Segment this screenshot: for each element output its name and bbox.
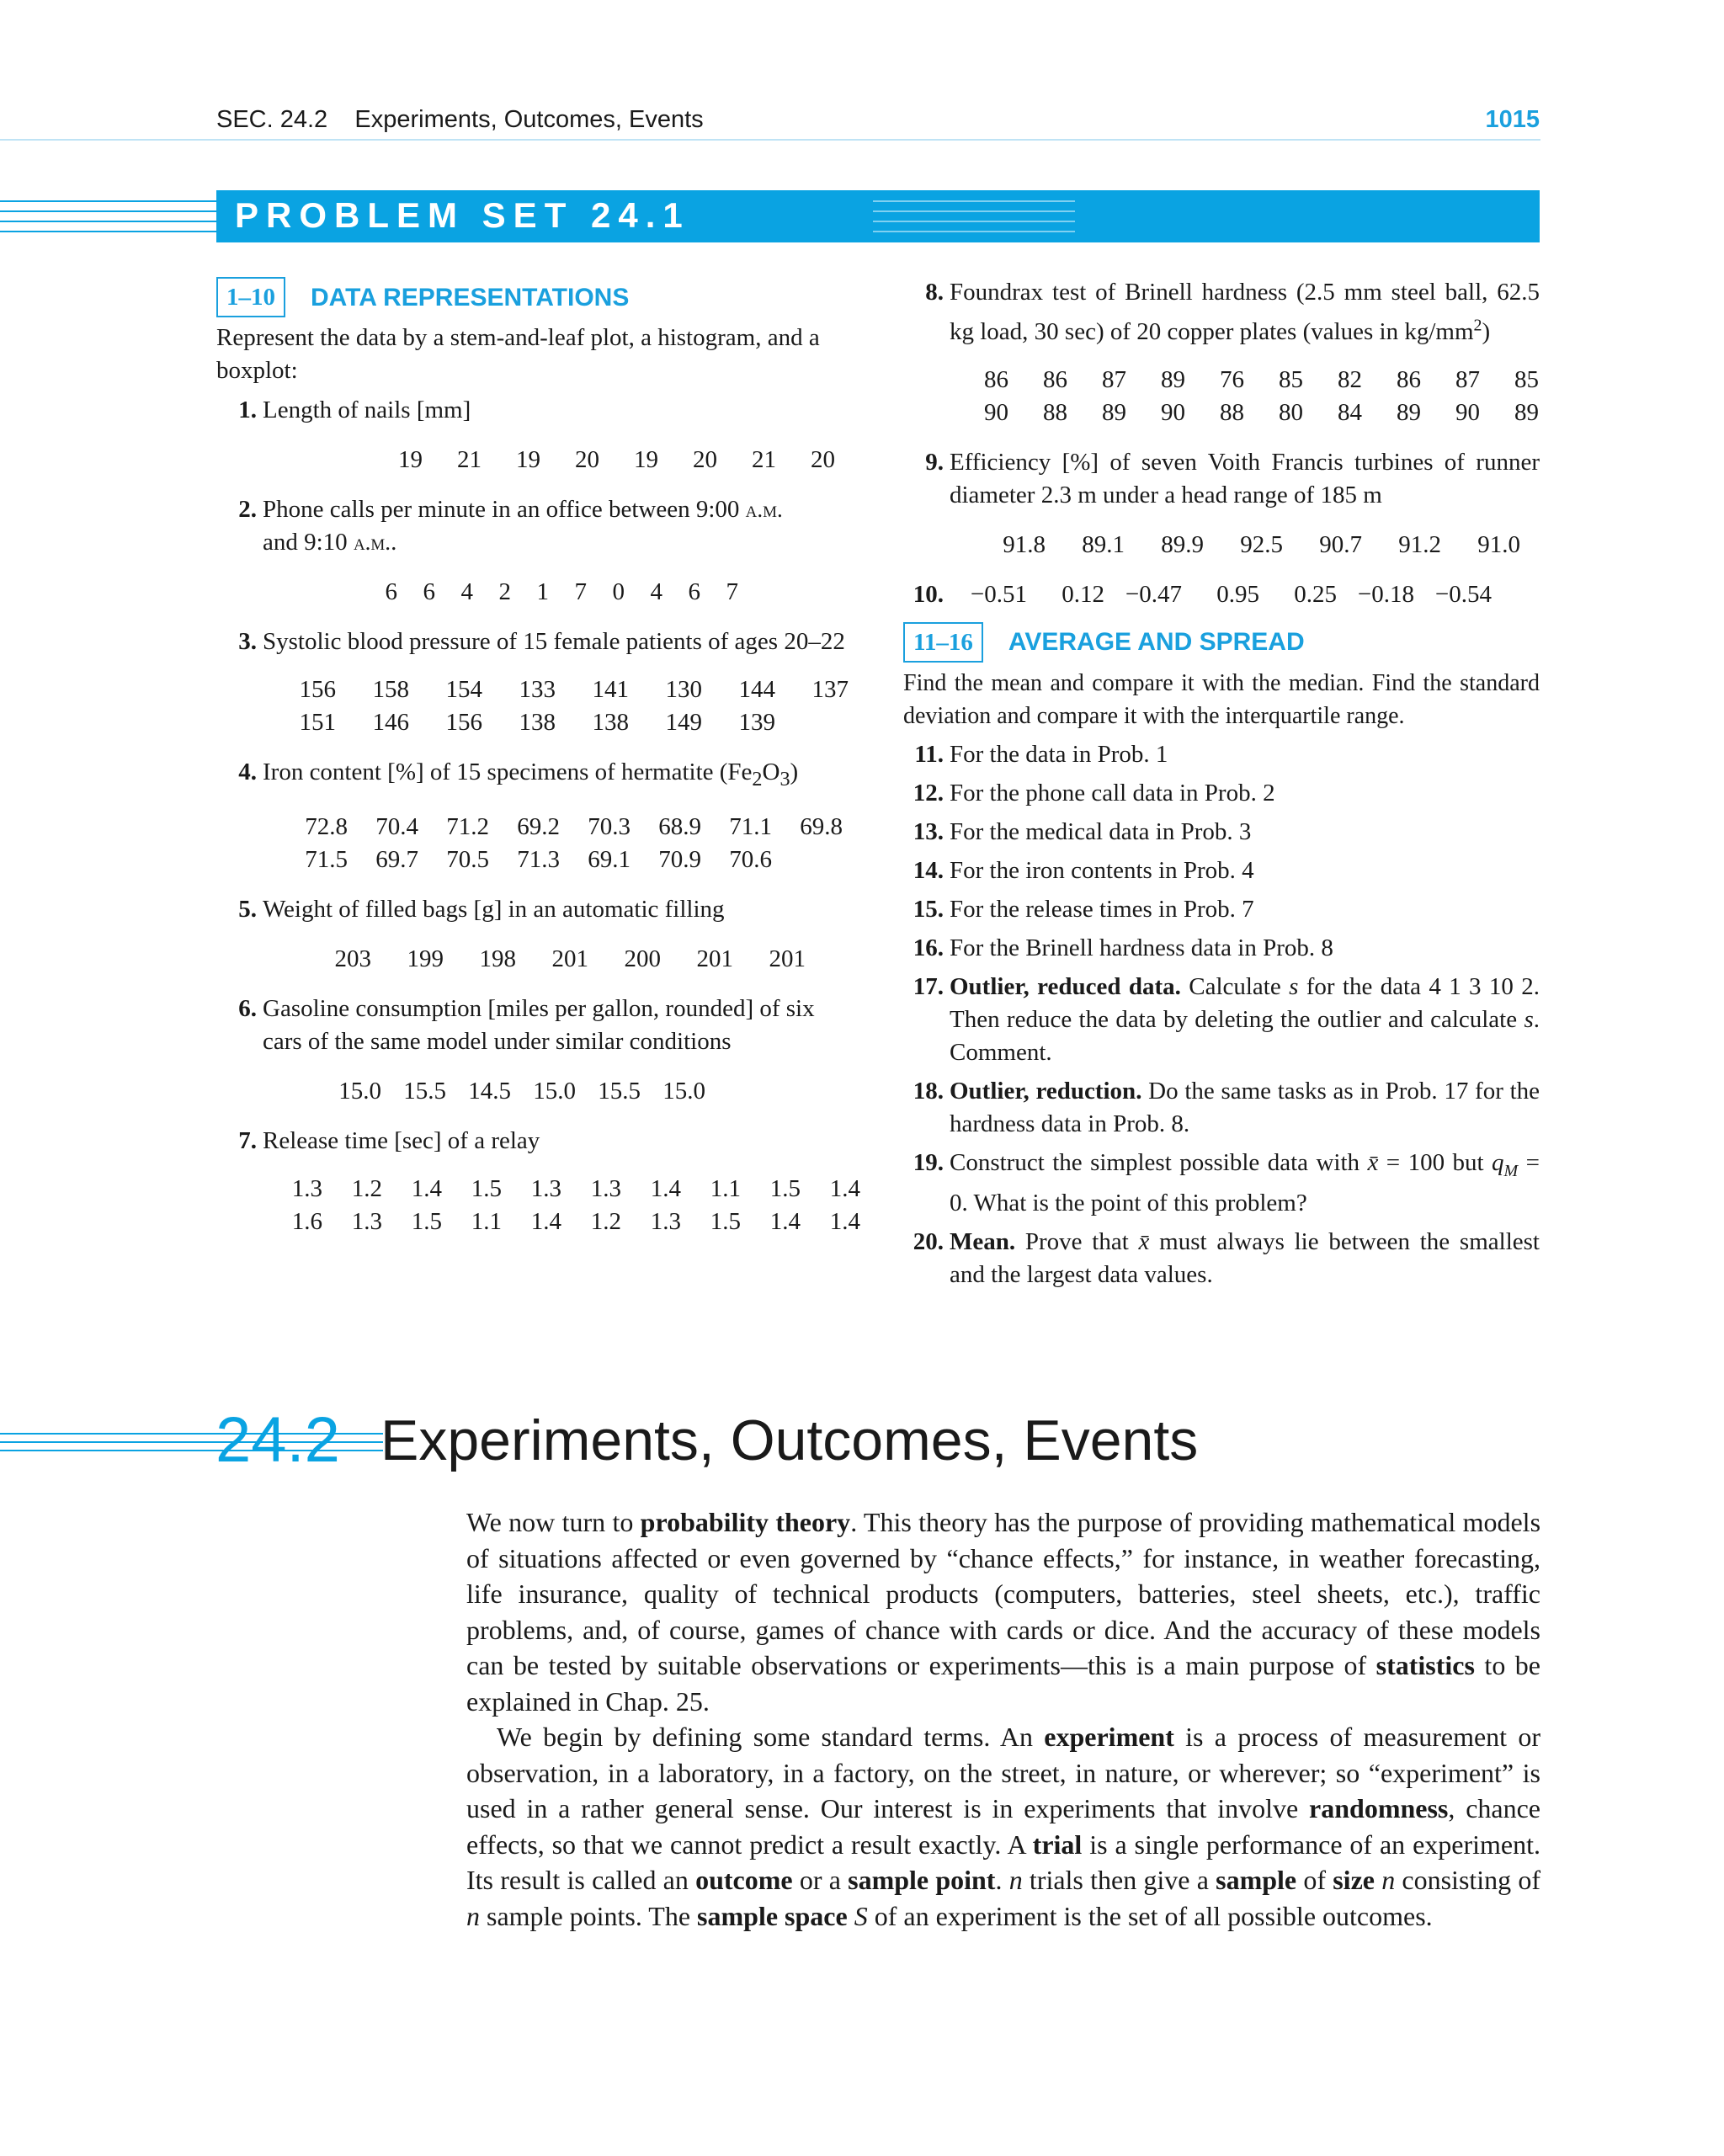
data-value: 6 [385, 578, 397, 605]
data-value: 70.5 [446, 845, 489, 873]
problem-text: Phone calls per minute in an office between 9:00 a.m. and 9:10 a.m.. [263, 496, 783, 556]
data-value: 1.5 [411, 1207, 442, 1235]
data-value: 1.3 [351, 1207, 382, 1235]
data-value: 69.8 [800, 812, 843, 840]
data-value: 15.5 [598, 1077, 641, 1105]
data-value: 130 [665, 676, 702, 703]
range-box: 11–16 [903, 622, 983, 663]
data-value: 91.2 [1398, 530, 1441, 558]
data-value: 86 [1397, 365, 1421, 393]
data-value: 137 [811, 676, 849, 703]
problem-18: 18. Outlier, reduction. Do the same tasks as in Prob. 17 for the hardness data in Prob. 8. [913, 1077, 1540, 1137]
problem-1 [216, 394, 850, 476]
data-value: 1.2 [590, 1207, 621, 1235]
problem-6 [216, 993, 850, 1108]
section-title: Experiments, Outcomes, Events [380, 1408, 1199, 1472]
data-value: 87 [1455, 365, 1480, 393]
data-value: 86 [984, 365, 1008, 393]
data-value: 198 [479, 945, 516, 972]
data-value: 1.4 [829, 1174, 860, 1202]
decor-line [0, 210, 216, 212]
group-heading-1 [216, 276, 850, 318]
data-value: 141 [592, 676, 629, 703]
data-value: 72.8 [305, 812, 348, 840]
problem-20: 20. Mean. Prove that x̄ must always lie between the smallest and the largest data values. [913, 1228, 1540, 1289]
paragraph-2: We begin by defining some standard terms. An experiment is a process of measurement or observation, in a laboratory, in a factory, on the street, in nature, or wherever; so “experiment” is used in a rather general sense. Our interest is in experiments that involve randomness, chance effects, so that we cannot predict a result exactly. A trial is a single performance of an experiment. Its result is called an outcome or a sample point. n trials then give a sample of size n consisting of n sample points. The sample space S of an experiment is the set of all possible outcomes. [466, 1722, 1541, 1931]
problem-4 [216, 756, 850, 876]
data-value: 0.95 [1216, 580, 1259, 608]
data-value: 90 [1455, 398, 1480, 426]
data-value: 69.2 [517, 812, 560, 840]
problem-19: 19. Construct the simplest possible data with x̄ = 100 but $q_M = 0$. What is the point of this problem? [913, 1148, 1540, 1217]
group-title: AVERAGE AND SPREAD [1008, 628, 1305, 657]
problem-12: 12. For the phone call data in Prob. 2 [913, 779, 1275, 807]
data-value: 20 [811, 446, 835, 473]
data-value: 1.4 [650, 1174, 681, 1202]
data-value: 201 [551, 945, 588, 972]
problem-number: 4. [238, 759, 257, 785]
problem-text: Efficiency [%] of seven Voith Francis turbines of runner diameter 2.3 m under a head range of 185 m [950, 448, 1540, 508]
data-value: 151 [299, 709, 336, 736]
data-value: 1.3 [590, 1174, 621, 1202]
problem-number: 1. [238, 397, 257, 423]
data-value: 1.3 [530, 1174, 561, 1202]
problem-number: 10. [913, 580, 944, 608]
data-table [950, 364, 1540, 429]
data-value: 199 [407, 945, 444, 972]
problem-number: 7. [238, 1126, 257, 1154]
problem-9 [903, 446, 1540, 562]
data-value: 15.0 [662, 1077, 705, 1105]
problem-14: 14. For the iron contents in Prob. 4 [913, 856, 1254, 884]
data-value: 80 [1279, 398, 1303, 426]
data-value: 71.2 [446, 812, 489, 840]
data-value: 87 [1102, 365, 1126, 393]
problem-text: Length of nails [mm] [263, 397, 471, 423]
data-value: 1.4 [530, 1207, 561, 1235]
data-value: 90.7 [1319, 530, 1362, 558]
data-value: 0 [612, 578, 625, 605]
data-value: 6 [688, 578, 700, 605]
data-value: 71.3 [517, 845, 560, 873]
data-value: 154 [445, 676, 482, 703]
problem-number: 9. [925, 448, 944, 476]
data-value: 201 [769, 945, 806, 972]
data-value: 21 [752, 446, 776, 473]
problem-text: Iron content [%] of 15 specimens of hermatite $(Fe_2O_3)$ [263, 759, 799, 791]
problem-number: 5. [238, 895, 257, 923]
data-value: 1.4 [769, 1207, 801, 1235]
data-value: 85 [1514, 365, 1539, 393]
data-value: 203 [334, 945, 371, 972]
data-value: 6 [423, 578, 435, 605]
data-row [950, 529, 1540, 562]
data-value: 15.0 [533, 1077, 576, 1105]
data-value: 70.6 [729, 845, 772, 873]
data-value: 0.25 [1294, 580, 1337, 608]
data-value: 138 [519, 709, 556, 736]
data-value: 1.5 [471, 1174, 502, 1202]
problem-2 [216, 493, 850, 609]
data-value: 1 [536, 578, 549, 605]
problem-text: Gasoline consumption [miles per gallon, rounded] of six cars of the same model under similar conditions [263, 994, 815, 1055]
running-head-section: SEC. 24.2 Experiments, Outcomes, Events [216, 106, 704, 133]
data-value: 89 [1397, 398, 1421, 426]
data-value: 21 [457, 446, 482, 473]
data-value: 90 [984, 398, 1008, 426]
data-value: 20 [575, 446, 599, 473]
group-heading-2 [903, 621, 1540, 663]
data-value: 90 [1161, 398, 1185, 426]
data-value: 144 [738, 676, 775, 703]
data-value: 88 [1220, 398, 1244, 426]
running-head [216, 106, 1540, 140]
data-value: 70.9 [658, 845, 701, 873]
data-value: −0.54 [1434, 580, 1492, 608]
problem-set-label: PROBLEM SET 24.1 [235, 195, 690, 235]
data-value: 200 [624, 945, 661, 972]
data-value: 69.1 [588, 845, 631, 873]
problem-text: Release time [sec] of a relay [263, 1126, 540, 1154]
data-table [263, 673, 850, 739]
data-value: 1.5 [710, 1207, 741, 1235]
data-value: 4 [650, 578, 662, 605]
data-value: 19 [398, 446, 423, 473]
problem-number: 3. [238, 628, 257, 655]
data-value: 89 [1161, 365, 1185, 393]
data-value: 91.0 [1477, 530, 1520, 558]
data-value: 0.12 [1062, 580, 1104, 608]
problem-text: Weight of filled bags [g] in an automatic filling [263, 895, 725, 923]
data-value: 89 [1102, 398, 1126, 426]
data-value: −0.47 [1125, 580, 1182, 608]
data-value: 89.1 [1082, 530, 1125, 558]
data-value: 70.4 [375, 812, 418, 840]
problem-5 [216, 893, 850, 976]
problem-11: 11. For the data in Prob. 1 [914, 740, 1168, 768]
data-value: 86 [1043, 365, 1067, 393]
data-value: 1.3 [650, 1207, 681, 1235]
problem-number: 6. [238, 994, 257, 1022]
group-intro: Represent the data by a stem-and-leaf plot, a histogram, and a boxplot: [216, 324, 820, 384]
data-row [263, 444, 850, 476]
data-value: 84 [1338, 398, 1362, 426]
problem-number: 8. [925, 279, 944, 306]
data-value: 19 [634, 446, 658, 473]
problem-3 [216, 626, 850, 739]
data-value: 85 [1279, 365, 1303, 393]
problem-17: 17. Outlier, reduced data. Calculate s for the data 4 1 3 10 2. Then reduce the data by deleting the outlier and calculate s. Comment. [913, 972, 1540, 1066]
problem-text: Foundrax test of Brinell hardness (2.5 mm steel ball, 62.5 kg load, 30 sec) of 20 copper plates (values in $kg/mm^2$) [950, 279, 1540, 345]
data-value: 146 [372, 709, 409, 736]
data-value [772, 844, 843, 876]
data-value: 69.7 [375, 845, 418, 873]
data-value: 88 [1043, 398, 1067, 426]
data-value: 19 [516, 446, 540, 473]
data-table [277, 811, 850, 876]
data-value: 91.8 [1003, 530, 1046, 558]
data-value: 15.0 [338, 1077, 381, 1105]
data-value: 71.5 [305, 845, 348, 873]
data-value: 156 [445, 709, 482, 736]
data-value: 133 [519, 676, 556, 703]
data-value: 1.5 [769, 1174, 801, 1202]
data-value: 76 [1220, 365, 1244, 393]
data-table [263, 1173, 860, 1238]
data-value: −0.51 [970, 580, 1027, 608]
data-row [950, 578, 1540, 611]
problem-text: Systolic blood pressure of 15 female patients of ages 20–22 [263, 628, 845, 655]
data-value: 139 [738, 709, 775, 736]
data-value: 70.3 [588, 812, 631, 840]
problem-10 [903, 578, 1540, 611]
data-value: 92.5 [1240, 530, 1283, 558]
problem-number: 2. [238, 496, 257, 523]
data-value: 20 [693, 446, 717, 473]
group-intro: Find the mean and compare it with the median. Find the standard deviation and compare it with the interquartile range. [903, 669, 1540, 729]
data-value: 1.6 [291, 1207, 322, 1235]
decor-line [0, 221, 216, 222]
data-value: 156 [299, 676, 336, 703]
data-value: 1.1 [471, 1207, 502, 1235]
body-text [466, 1504, 1540, 1934]
problem-13: 13. For the medical data in Prob. 3 [913, 817, 1252, 845]
paragraph-1: We now turn to probability theory. This theory has the purpose of providing mathematical models of situations affected or even governed by “chance effects,” for instance, in weather forecasting, life insurance, quality of technical products (computers, batteries, steel sheets, etc.), traffic problems, and, of course, games of chance with cards or dice. And the accuracy of these models can be tested by suitable observations or experiments—this is a main purpose of statistics to be explained in Chap. 25. [466, 1507, 1541, 1717]
data-value: 14.5 [468, 1077, 511, 1105]
range-box: 1–10 [216, 277, 285, 317]
problem-set-banner [216, 190, 1540, 242]
section-number: 24.2 [216, 1404, 340, 1476]
data-row [263, 576, 850, 609]
data-value: 82 [1338, 365, 1362, 393]
page-number: 1015 [1485, 106, 1540, 133]
data-value: 15.5 [403, 1077, 446, 1105]
data-value: 201 [696, 945, 733, 972]
header-rule [0, 139, 1540, 141]
problem-8 [903, 276, 1540, 429]
group-title: DATA REPRESENTATIONS [311, 283, 630, 311]
right-column [903, 276, 1540, 1291]
data-value: 1.2 [351, 1174, 382, 1202]
data-value: 149 [665, 709, 702, 736]
data-value: 1.4 [411, 1174, 442, 1202]
data-value: 89.9 [1161, 530, 1204, 558]
decor-line [0, 200, 216, 202]
data-row [263, 943, 850, 976]
data-value: 1.3 [291, 1174, 322, 1202]
data-row [263, 1075, 850, 1108]
data-value: 1.4 [829, 1207, 860, 1235]
data-value: 4 [460, 578, 473, 605]
decor-line [0, 231, 216, 232]
data-value: −0.18 [1357, 580, 1414, 608]
data-value: 68.9 [658, 812, 701, 840]
problem-16: 16. For the Brinell hardness data in Prob. 8 [913, 934, 1333, 961]
data-value: 7 [574, 578, 587, 605]
left-column [216, 276, 860, 1255]
data-value: 158 [372, 676, 409, 703]
data-value: 89 [1514, 398, 1539, 426]
data-value: 2 [498, 578, 511, 605]
data-value: 138 [592, 709, 629, 736]
problem-7 [216, 1125, 860, 1238]
data-value: 7 [726, 578, 738, 605]
problem-15: 15. For the release times in Prob. 7 [913, 895, 1254, 923]
data-value: 1.1 [710, 1174, 741, 1202]
data-value [775, 706, 849, 739]
data-value: 71.1 [729, 812, 772, 840]
